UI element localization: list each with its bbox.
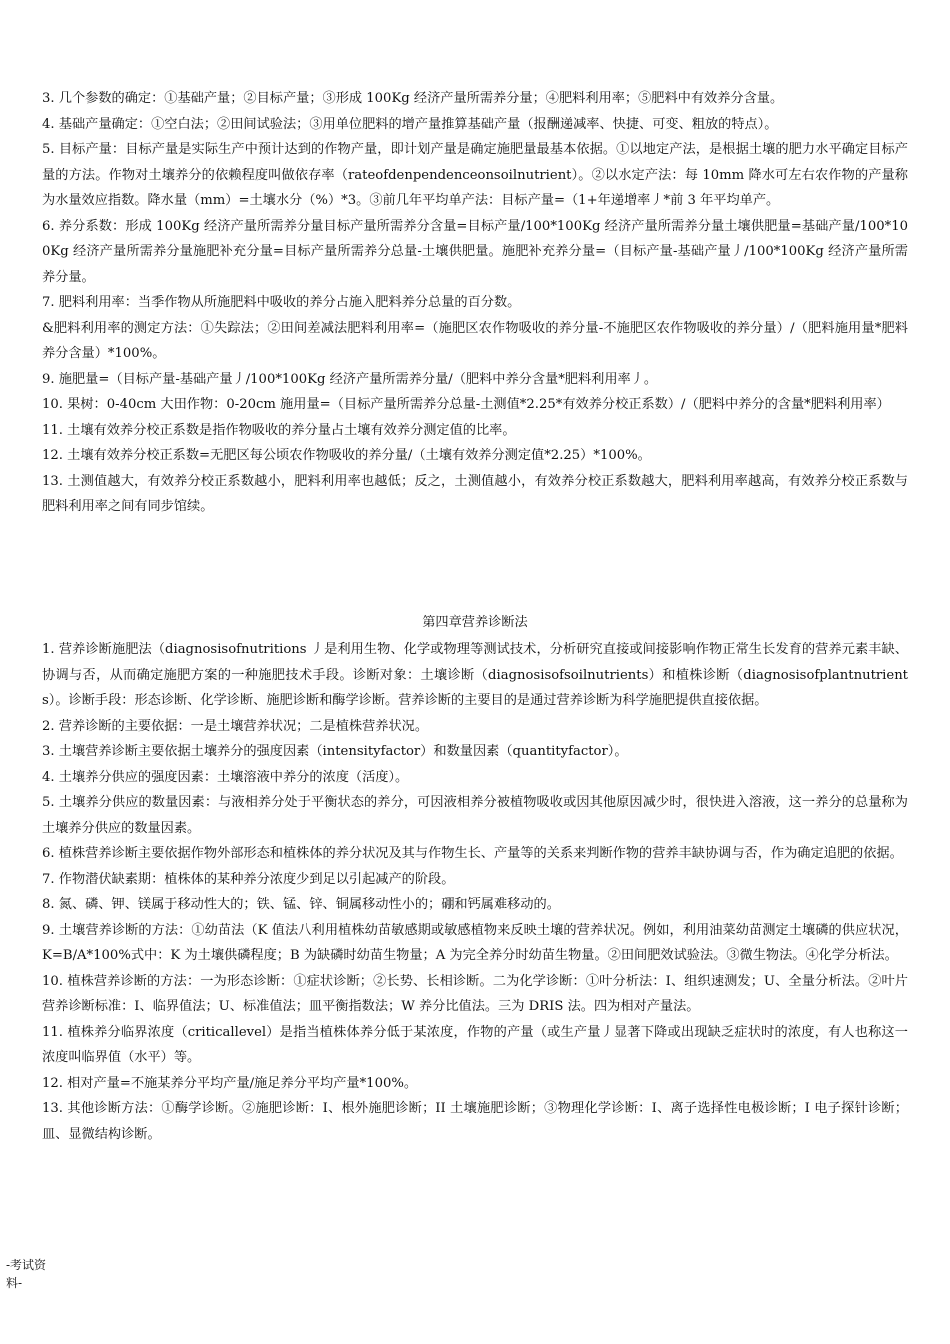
paragraph-item-8: &肥料利用率的测定方法：①失踪法；②田间差减法肥料利用率=（施肥区农作物吸收的养分量-不施肥区农作物吸收的养分量）/（肥料施用量*肥料养分含量）*100%。	[42, 320, 908, 361]
paragraph-item-3: 3. 土壤营养诊断主要依据土壤养分的强度因素（intensityfactor）和数量因素（quantityfactor）。	[42, 744, 628, 759]
chapter-title: 第四章营养诊断法	[422, 615, 528, 630]
paragraph-item-13: 13. 土测值越大，有效养分校正系数越小，肥料利用率也越低；反之，土测值越小，有效养分校正系数越大，肥料利用率越高，有效养分校正系数与肥料利用率之间有同步馆续。	[42, 473, 908, 514]
paragraph-item-10: 10. 果树：0-40cm 大田作物：0-20cm 施用量=（目标产量所需养分总量-土测值*2.25*有效养分校正系数）/（肥料中养分的含量*肥料利用率）	[42, 397, 890, 412]
paragraph-item-11: 11. 土壤有效养分校正系数是指作物吸收的养分量占土壤有效养分测定值的比率。	[42, 422, 516, 438]
paragraph-item-9: 9. 土壤营养诊断的方法：①幼苗法（K 值法八利用植株幼苗敏感期或敏感植物来反映土壤的营养状况。例如，利用油菜幼苗测定土壤磷的供应状况，K=B/A*100%式中：K 为土壤供磷程度；B 为缺磷时幼苗生物量；A 为完全养分时幼苗生物量。②田间肥效试验法。③微生物法。④化学分析法。	[42, 922, 908, 963]
footer-line-2: 料-	[6, 1276, 23, 1290]
paragraph-item-3: 3. 几个参数的确定：①基础产量；②目标产量；③形成 100Kg 经济产量所需养分量；④肥料利用率；⑤肥料中有效养分含量。	[42, 91, 784, 106]
paragraph-item-6: 6. 养分系数：形成 100Kg 经济产量所需养分量目标产量所需养分含量=目标产量/100*100Kg 经济产量所需养分量土壤供肥量=基础产量/100*100Kg 经济产量所需养分量施肥补充分量=目标产量所需养分总量-土壤供肥量。施肥补充养分量=（目标产量-基础产量丿/100*100Kg 经济产量所需养分量。	[42, 218, 908, 285]
paragraph-item-7: 7. 作物潜伏缺素期：植株体的某种养分浓度少到足以引起减产的阶段。	[42, 871, 455, 887]
paragraph-item-12: 12. 相对产量=不施某养分平均产量/施足养分平均产量*100%。	[42, 1075, 418, 1091]
paragraph-item-7: 7. 肥料利用率：当季作物从所施肥料中吸收的养分占施入肥料养分总量的百分数。	[42, 295, 521, 310]
section-fertilization-parameters	[42, 86, 908, 520]
paragraph-item-6: 6. 植株营养诊断主要依据作物外部形态和植株体的养分状况及其与作物生长、产量等的关系来判断作物的营养丰缺协调与否，作为确定追肥的依据。	[42, 846, 903, 861]
paragraph-item-13: 13. 其他诊断方法：①酶学诊断。②施肥诊断：I、根外施肥诊断；II 土壤施肥诊断；③物理化学诊断：I、离子选择性电极诊断；I 电子探针诊断；皿、显微结构诊断。	[42, 1101, 908, 1142]
paragraph-item-12: 12. 土壤有效养分校正系数=无肥区每公顷农作物吸收的养分量/（土壤有效养分测定值*2.25）*100%。	[42, 448, 651, 463]
paragraph-item-4: 4. 土壤养分供应的强度因素：土壤溶液中养分的浓度（活度）。	[42, 769, 409, 785]
section-chapter-four	[42, 611, 908, 1147]
paragraph-item-1: 1. 营养诊断施肥法（diagnosisofnutritions 丿是利用生物、化学或物理等测试技术，分析研究直接或间接影响作物正常生长发育的营养元素丰缺、协调与否，从而确定施肥方案的一种施肥技术手段。诊断对象：土壤诊断（diagnosisofsoilnutrients）和植株诊断（diagnosisofplantnutrients）。诊断手段：形态诊断、化学诊断、施肥诊断和酶学诊断。营养诊断的主要目的是通过营养诊断为科学施肥提供直接依据。	[42, 642, 908, 708]
paragraph-item-9: 9. 施肥量=（目标产量-基础产量丿/100*100Kg 经济产量所需养分量/（肥料中养分含量*肥料利用率丿。	[42, 371, 658, 387]
paragraph-item-4: 4. 基础产量确定：①空白法；②田间试验法；③用单位肥料的增产量推算基础产量（报酬递减率、快捷、可变、粗放的特点）。	[42, 116, 778, 132]
paragraph-item-8: 8. 氮、磷、钾、镁属于移动性大的；铁、锰、锌、铜属移动性小的；硼和钙属难移动的。	[42, 897, 560, 912]
paragraph-item-10: 10. 植株营养诊断的方法：一为形态诊断：①症状诊断；②长势、长相诊断。二为化学诊断：①叶分析法：I、组织速测发；U、全量分析法。②叶片营养诊断标准：I、临界值法；U、标准值法；皿平衡指数法；W 养分比值法。三为 DRIS 法。四为相对产量法。	[42, 973, 908, 1014]
paragraph-item-2: 2. 营养诊断的主要依据：一是土壤营养状况；二是植株营养状况。	[42, 718, 429, 734]
paragraph-item-11: 11. 植株养分临界浓度（criticallevel）是指当植株体养分低于某浓度，作物的产量（或生产量丿显著下降或出现缺乏症状时的浓度，有人也称这一浓度叫临界值（水平）等。	[42, 1024, 908, 1065]
paragraph-item-5: 5. 目标产量：目标产量是实际生产中预计达到的作物产量，即计划产量是确定施肥量最基本依据。①以地定产法，是根据土壤的肥力水平确定目标产量的方法。作物对土壤养分的依赖程度叫做依存率（rateofdenpendenceonsoilnutrient）。②以水定产法：每 10mm 降水可左右农作物的产量称为水量效应指数。降水量（mm）=土壤水分（%）*3。③前几年平均单产法：目标产量=（1+年递增率丿*前 3 年平均单产。	[42, 142, 908, 208]
page-footer	[6, 1256, 66, 1292]
paragraph-item-5: 5. 土壤养分供应的数量因素：与液相养分处于平衡状态的养分，可因液相养分被植物吸收或因其他原因减少时，很快进入溶液，这一养分的总量称为土壤养分供应的数量因素。	[42, 795, 908, 836]
footer-line-1: -考试资	[6, 1258, 47, 1272]
